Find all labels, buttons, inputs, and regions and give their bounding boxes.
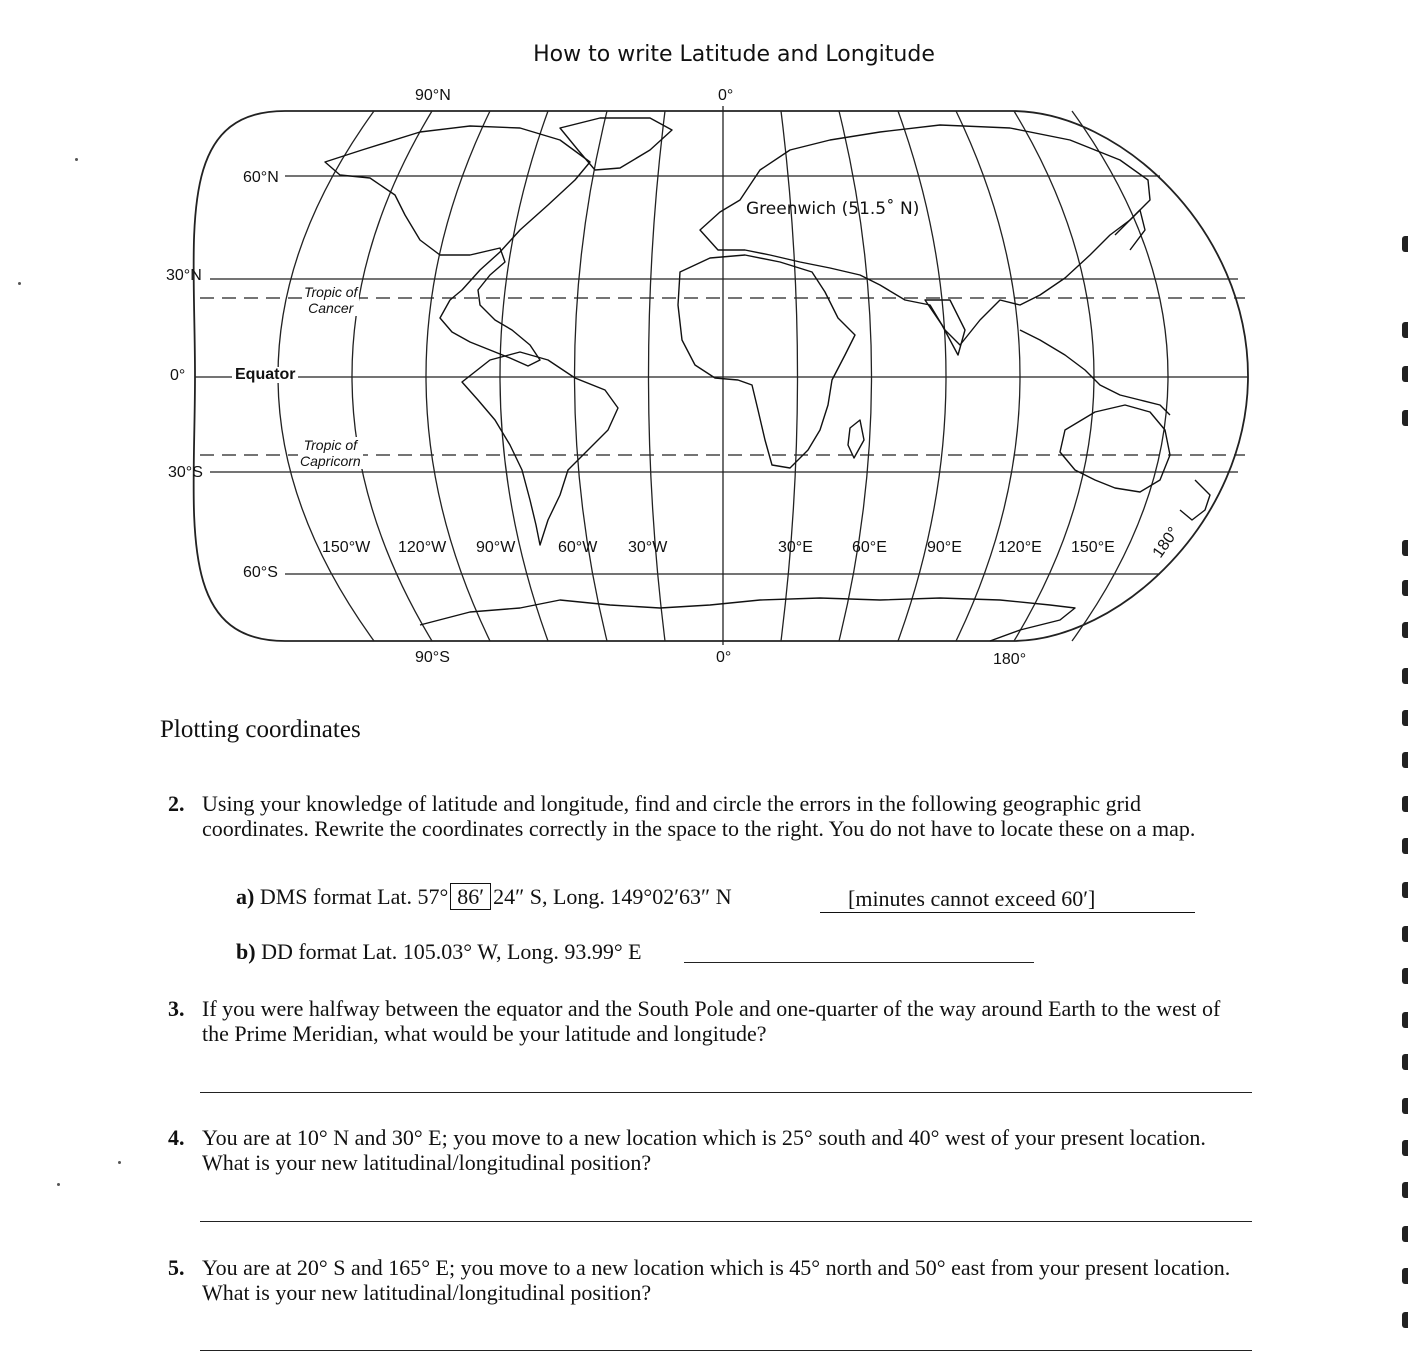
binder-hole <box>1402 968 1408 984</box>
tropic-of-cancer-label <box>302 284 359 316</box>
new-zealand-outline <box>1180 480 1210 520</box>
africa-outline <box>678 255 855 468</box>
meridian-90w <box>500 111 548 641</box>
tropic-of-capricorn-label <box>298 437 363 469</box>
madagascar-outline <box>848 420 864 458</box>
lon-90e-label: 90°E <box>927 539 962 556</box>
europe-outline <box>700 125 1150 345</box>
question-2b-answer-line[interactable] <box>684 962 1034 963</box>
bottom-180-label: 180° <box>993 651 1027 668</box>
lat-30s-label: 30°S <box>168 464 203 481</box>
binder-hole <box>1402 410 1408 426</box>
question-5-text: You are at 20° S and 165° E; you move to a new location which is 45° north and 50° east from your present location. What is your new latitudinal/longitudinal position? <box>202 1255 1231 1305</box>
binder-hole <box>1402 710 1408 726</box>
question-2b-label: b) <box>236 939 256 964</box>
binder-hole <box>1402 1140 1408 1156</box>
southeast-asia-islands <box>1020 330 1170 415</box>
question-5-number: 5. <box>168 1255 185 1280</box>
binder-hole <box>1402 668 1408 684</box>
question-4-answer-line[interactable] <box>200 1221 1252 1222</box>
meridian-60e <box>839 111 872 641</box>
equator-label: Equator <box>232 367 298 383</box>
question-2a-suffix: 24″ S, Long. 149°02′63″ N <box>493 884 732 909</box>
question-3-answer-line[interactable] <box>200 1092 1252 1093</box>
binder-hole <box>1402 882 1408 898</box>
lat-60n-label: 60°N <box>243 169 279 186</box>
binder-hole <box>1402 1312 1408 1328</box>
question-4-number: 4. <box>168 1125 185 1150</box>
question-2a-boxed-error: 86′ <box>450 883 491 910</box>
page-title: How to write Latitude and Longitude <box>533 42 935 67</box>
tropic-of-cancer-line1: Tropic of <box>304 284 358 300</box>
question-3-text: If you were halfway between the equator and the South Pole and one-quarter of the way around Earth to the west of the Prime Meridian, what would be your latitude and longitude? <box>202 996 1221 1046</box>
south-pole-label: 90°S <box>415 649 450 666</box>
tropic-of-capricorn-line1: Tropic of <box>303 437 358 453</box>
lon-60e-label: 60°E <box>852 539 887 556</box>
question-2a-answer: [minutes cannot exceed 60′] <box>820 886 1195 913</box>
bottom-prime-meridian-label: 0° <box>716 649 732 666</box>
binder-hole <box>1402 540 1408 556</box>
lon-180-side-label: 180° <box>1149 524 1183 562</box>
top-prime-meridian-label: 0° <box>718 87 734 104</box>
binder-hole <box>1402 796 1408 812</box>
tropic-of-cancer-line2: Cancer <box>308 300 354 316</box>
lon-150w-label: 150°W <box>322 539 371 556</box>
lon-120w-label: 120°W <box>398 539 447 556</box>
meridian-60w <box>575 111 608 641</box>
lon-30e-label: 30°E <box>778 539 813 556</box>
meridian-90e <box>898 111 946 641</box>
binder-hole <box>1402 1226 1408 1242</box>
binder-hole <box>1402 1182 1408 1198</box>
meridian-120e <box>956 111 1020 641</box>
question-3-number: 3. <box>168 996 185 1021</box>
binder-hole <box>1402 366 1408 382</box>
scan-speck <box>118 1161 121 1164</box>
question-2b <box>236 939 642 965</box>
question-2-text: Using your knowledge of latitude and longitude, find and circle the errors in the following geographic grid coordinates. Rewrite the coordinates correctly in the space to the right. You do not have to locate these on a map. <box>202 791 1196 841</box>
lon-120e-label: 120°E <box>998 539 1042 556</box>
question-2a-label: a) <box>236 884 255 909</box>
binder-hole <box>1402 838 1408 854</box>
greenwich-label: Greenwich (51.5˚ N) <box>746 199 920 219</box>
lat-60s-label: 60°S <box>243 564 278 581</box>
north-pole-label: 90°N <box>415 87 451 104</box>
binder-hole <box>1402 622 1408 638</box>
meridian-150e <box>1014 111 1094 641</box>
binder-hole <box>1402 1012 1408 1028</box>
binder-hole <box>1402 1268 1408 1284</box>
question-2a-prefix: DMS format Lat. 57° <box>259 884 449 909</box>
meridian-30e <box>781 111 798 641</box>
lon-30w-label: 30°W <box>628 539 668 556</box>
binder-hole <box>1402 1054 1408 1070</box>
question-2b-prefix: DD format Lat. 105.03° W, Long. 93.99° E <box>261 939 642 964</box>
lon-90w-label: 90°W <box>476 539 516 556</box>
binder-hole <box>1402 1098 1408 1114</box>
north-america-outline <box>325 126 590 366</box>
scan-speck <box>75 158 78 161</box>
question-2a <box>236 884 732 910</box>
binder-hole <box>1402 322 1408 338</box>
scan-speck <box>18 282 21 285</box>
scan-speck <box>57 1183 60 1186</box>
lon-60w-label: 60°W <box>558 539 598 556</box>
antarctica-outline <box>420 598 1075 641</box>
japan-outline <box>1115 210 1145 250</box>
greenland-outline <box>560 118 672 170</box>
binder-hole <box>1402 236 1408 252</box>
question-4-text: You are at 10° N and 30° E; you move to a new location which is 25° south and 40° west of your present location. What is your new latitudinal/longitudinal position? <box>202 1125 1206 1175</box>
meridian-150w <box>352 111 432 641</box>
lon-150e-label: 150°E <box>1071 539 1115 556</box>
meridian-30w <box>649 111 666 641</box>
binder-hole <box>1402 580 1408 596</box>
meridian-120w <box>426 111 490 641</box>
question-5-answer-line[interactable] <box>200 1350 1252 1351</box>
binder-hole <box>1402 926 1408 942</box>
binder-hole <box>1402 752 1408 768</box>
meridian-180e <box>1072 111 1168 641</box>
question-2-number: 2. <box>168 791 185 816</box>
south-america-outline <box>462 352 618 545</box>
section-heading: Plotting coordinates <box>160 716 361 743</box>
tropic-of-capricorn-line2: Capricorn <box>300 453 361 469</box>
lat-0-label: 0° <box>170 367 186 384</box>
question-2a-answer-field[interactable] <box>820 886 1195 913</box>
lat-30n-label: 30°N <box>166 267 202 284</box>
